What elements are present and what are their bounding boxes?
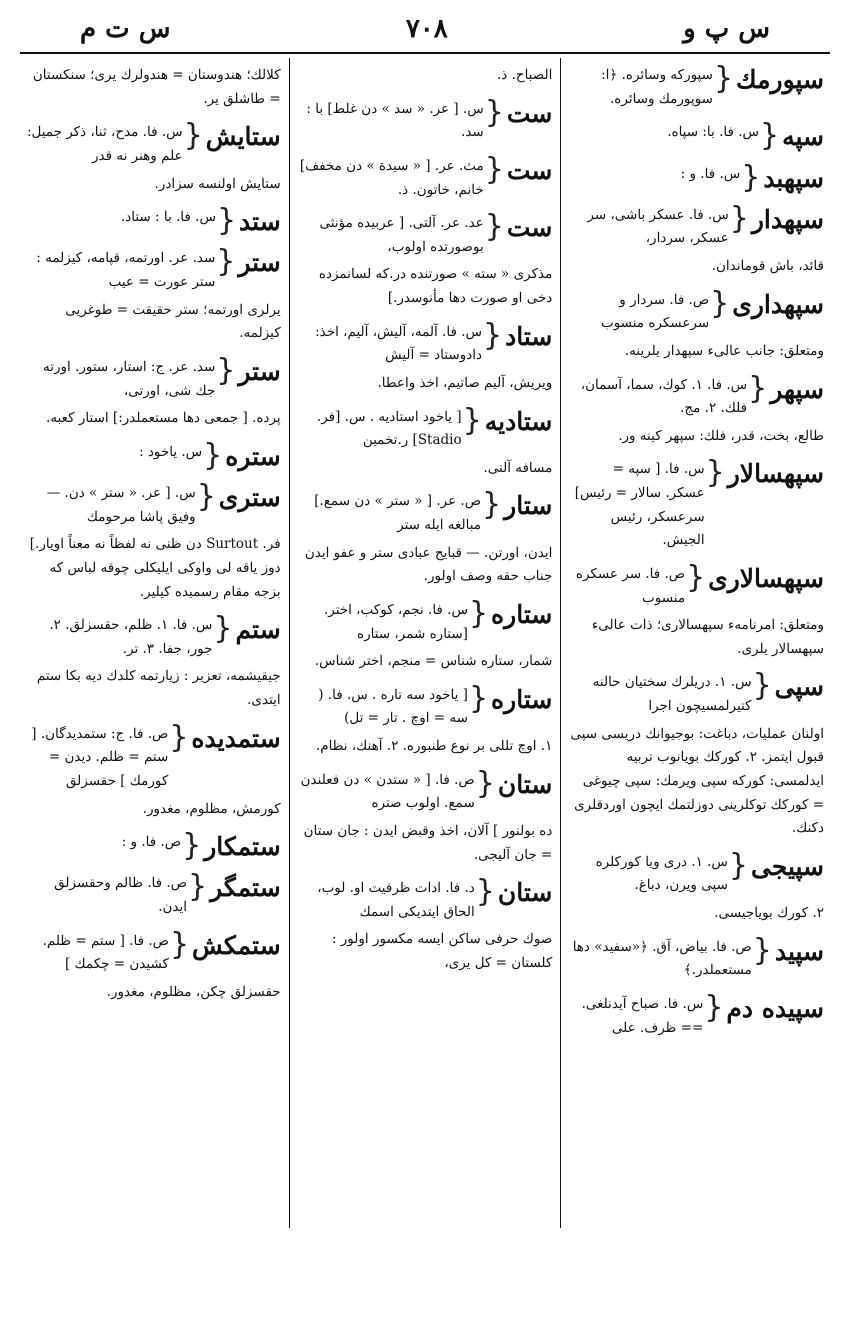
- definition-continuation: ٢. کورك بویاجیسی.: [714, 905, 824, 921]
- dictionary-entry: [569, 668, 824, 718]
- page-header: [20, 12, 830, 46]
- headword: ستر: [238, 356, 281, 386]
- definition-continuation: شمار، ستاره شناس = منجم، اختر شناس.: [314, 653, 553, 670]
- brace-mark: {: [196, 479, 216, 514]
- brace-mark: {: [216, 244, 236, 280]
- definition: س. فا. ١. کوك، سما، آسمان، فلك. ٢. مج.: [580, 376, 748, 417]
- brace-mark: {: [704, 989, 724, 1025]
- brace-mark: {: [705, 455, 725, 491]
- brace-mark: {: [713, 61, 734, 96]
- headword: ست: [506, 98, 553, 128]
- dictionary-entry: [26, 479, 281, 529]
- dictionary-entry: [26, 719, 281, 794]
- definition: [ یاخود سه تاره . س. فا. ( سه = اوچ . تار = تل): [318, 686, 468, 727]
- dictionary-entry: [26, 611, 281, 661]
- dictionary-entry: [569, 285, 824, 336]
- definition: ص. فا. ظالم وحقسزلق ایدن.: [54, 875, 188, 915]
- headword: ستاره: [491, 684, 553, 714]
- definition: ص. فا. و :: [121, 834, 182, 851]
- headword: ستایش: [205, 122, 281, 152]
- definition: ص. فا. [ « ستدن » دن فعلندن سمع. اولوب صتره: [300, 771, 475, 812]
- headword: ستد: [239, 207, 281, 237]
- headword: ستاره: [491, 599, 553, 629]
- definition: ص. عر. [ « ستر » دن سمع.] مبالغه ایله ستر: [314, 493, 482, 533]
- brace-mark: {: [484, 151, 504, 187]
- definition: ص. فا. بیاض، آق. ﴿«سفید» دها مستعملدر.﴾: [572, 938, 752, 979]
- brace-mark: {: [475, 765, 495, 801]
- brace-mark: {: [468, 680, 489, 716]
- headword: سپهسالار: [727, 459, 824, 489]
- headword: ستان: [497, 878, 553, 908]
- definition: س. [ عر. « ستر » دن. — وفیق پاشا مرحومك: [46, 485, 196, 525]
- definition: س. فا. با: سپاه.: [667, 124, 759, 141]
- headword: ست: [506, 155, 553, 185]
- brace-mark: {: [752, 668, 772, 704]
- definition: س. فا. ١. ظلم، حقسزلق. ٢. جور، جفا. ٣. تر.: [49, 617, 213, 657]
- definition: س. ١. دریلرك سختیان حالنه کتیرلمسیچون اجرا: [592, 674, 752, 714]
- header-rule: [20, 52, 830, 54]
- column-left: [18, 58, 290, 1228]
- definition: س. فا. [ سپه = عسکر. سالار = رئیس] سرعسکر، رئیس الجیش.: [574, 461, 705, 549]
- definition: س. فا. آلمه، آلیش، آلیم، اخذ: دادوستاد = آلیش: [315, 323, 482, 364]
- dictionary-entry: [298, 765, 553, 816]
- dictionary-entry: [569, 847, 824, 898]
- brace-mark: {: [760, 118, 780, 154]
- brace-mark: {: [752, 932, 772, 968]
- dictionary-entry: [298, 487, 553, 537]
- definition: س. فا. صباح آیدنلغی. == ظرف. علی: [581, 995, 704, 1036]
- definition-continuation: مسافه آلتی.: [483, 459, 553, 476]
- definition: س. فا. مدح، ثنا، ذکر جمیل: علم وهنر نه قدر: [26, 124, 183, 164]
- definition-continuation: یرلری اورتمه؛ ستر حقیقت = طوغریی کیزلمه.: [65, 301, 281, 342]
- dictionary-entry: [26, 869, 281, 919]
- brace-mark: {: [169, 926, 190, 962]
- headword: ستادیه: [484, 406, 553, 436]
- brace-mark: {: [482, 317, 503, 353]
- dictionary-entry: [26, 437, 281, 473]
- continued-text: الصباح. ذ.: [496, 67, 553, 83]
- dictionary-entry: [298, 209, 553, 259]
- definition-continuation: ومتعلق: جانب عالیء سپهدار یلرینه.: [624, 342, 824, 359]
- definition-continuation: ومتعلق: امرنامهء سپهسالاری؛ ذات عالیء سپهسالار یلری.: [591, 617, 824, 657]
- definition-continuation: کورمش، مظلوم، مغدور.: [142, 800, 281, 817]
- continued-text: کلالك؛ هندوستان = هندولرك یری؛ سنکستان = طاشلق یر.: [32, 67, 281, 107]
- headword: سپی: [774, 672, 824, 702]
- page-number: ٧٠٨: [405, 14, 448, 44]
- brace-mark: {: [741, 159, 761, 195]
- definition-continuation: ویریش، آلیم صاتیم، اخذ واعطا.: [377, 374, 553, 391]
- headword: سپه: [782, 122, 824, 152]
- brace-mark: {: [710, 285, 730, 321]
- definition: [ یاخود استادیه . س. [فر. Stadio] ر.تخمین: [316, 408, 462, 449]
- brace-mark: {: [182, 828, 202, 864]
- definition-continuation: ده بولنور ] آلان، اخذ وقبض ایدن : جان ستان = جان آلیجی.: [303, 822, 553, 863]
- dictionary-entry: [26, 828, 281, 864]
- definition: س. فا. و :: [680, 165, 741, 182]
- brace-mark: {: [729, 200, 749, 236]
- brace-mark: {: [475, 874, 495, 910]
- definition: سد. عر. اورتمه، قپامه، کیزلمه : ستر عورت = عیب: [36, 250, 216, 290]
- headword: ستر: [238, 248, 281, 278]
- dictionary-entry: [569, 989, 824, 1040]
- definition-continuation: صوك حرفی ساکن ایسه مکسور اولور : کلستان = کل یری،: [331, 931, 553, 971]
- definition: س. یاخود :: [139, 443, 203, 460]
- brace-mark: {: [216, 203, 237, 239]
- dictionary-entry: [298, 680, 553, 731]
- headword: ستری: [218, 483, 281, 512]
- definition-continuation: پرده. [ جمعی دها مستعملدر:] استار کعبه.: [46, 410, 281, 427]
- headword: سپهبد: [763, 163, 824, 193]
- dictionary-entry: [26, 352, 281, 403]
- headword: ستاد: [505, 321, 553, 351]
- headword: ستمدیده: [191, 723, 281, 753]
- definition-continuation: طالع، بخت، قدر، فلك: سپهر کینه ور.: [618, 427, 824, 444]
- brace-mark: {: [468, 595, 489, 631]
- dictionary-entry: [569, 932, 824, 983]
- definition-continuation: مذکری « سته » صورتنده در.که لسانمزده دخی او صورت دها مأنوسدر.]: [318, 266, 553, 306]
- headword: سپهداری: [732, 289, 824, 319]
- definition: ص. فا. سردار و سرعسکره منسوب: [601, 291, 710, 332]
- headword: سپهسالاری: [708, 563, 824, 593]
- brace-mark: {: [686, 559, 706, 595]
- headword: ستره: [225, 441, 281, 471]
- definition: مث. عر. [ « سیدة » دن مخفف] خانم، خاتون. ذ.: [299, 157, 484, 198]
- definition: سپورکه وسائره. ﴿ا: سوپورمك وسائره.: [601, 67, 713, 107]
- header-right-guide: س پ و: [683, 14, 770, 44]
- definition: عد. عر. آلتی. [ عربیده مؤنثی بوصورتده اولوب،: [319, 215, 484, 255]
- brace-mark: {: [213, 611, 233, 647]
- dictionary-entry: [569, 455, 824, 553]
- dictionary-entry: [26, 118, 281, 168]
- brace-mark: {: [183, 118, 203, 154]
- column-middle: [290, 58, 562, 1228]
- definition-continuation: قائد، باش قوماندان.: [711, 258, 824, 274]
- headword: سپهدار: [751, 204, 824, 234]
- brace-mark: {: [748, 370, 768, 406]
- definition-continuation: فر. Surtout دن ظنی نه لفظاً نه معناً اویار.] دوز یاقه لی واوکی ایلیکلی چوقه لباس که بزجه مقام رسمیده کیلیر.: [29, 536, 281, 600]
- dictionary-entry: [569, 61, 824, 111]
- definition: سد. عر. ج: استار، ستور. اورته جك شی، اورتی،: [42, 358, 216, 399]
- brace-mark: {: [484, 94, 504, 130]
- brace-mark: {: [484, 209, 504, 245]
- dictionary-entry: [298, 874, 553, 924]
- definition-continuation: حقسزلق چکن، مظلوم، مغدور.: [106, 983, 281, 1000]
- dictionary-entry: [298, 402, 553, 453]
- dictionary-entry: [569, 118, 824, 154]
- definition-continuation: ایدن، اورتن. — قبایح عبادی ستر و عفو ایدن جناب حقه وصف اولور.: [304, 544, 553, 585]
- dictionary-entry: [298, 151, 553, 202]
- headword: ستان: [497, 769, 553, 799]
- definition: ص. فا. [ ستم = ظلم. کشیدن = چکمك ]: [42, 932, 169, 973]
- brace-mark: {: [216, 352, 236, 388]
- dictionary-entry: [569, 370, 824, 421]
- headword: ستمکش: [192, 930, 281, 960]
- definition: س. [ عر. « سد » دن غلط] با : سد.: [306, 100, 484, 141]
- dictionary-entry: [569, 159, 824, 195]
- headword: ستم: [235, 615, 281, 645]
- brace-mark: {: [188, 869, 208, 905]
- dictionary-entry: [569, 200, 824, 251]
- headword: سپید: [774, 936, 824, 966]
- definition: س. فا. با : ستاد.: [120, 209, 216, 226]
- definition-continuation: جیقیشمه، تعزیر : زیارتمه کلدك دیه بکا ستم ایتدی.: [36, 668, 281, 708]
- dictionary-entry: [26, 926, 281, 977]
- headword: ستار: [504, 491, 553, 521]
- dictionary-columns: [18, 58, 832, 1228]
- brace-mark: {: [482, 487, 502, 523]
- definition: س. فا. نجم، کوکب، اختر. [ستاره شمر، ستاره: [323, 601, 468, 642]
- definition-continuation: اولنان عملیات، دباغت: بوجیوانك دریسی سپی قبول ایتمز. ٢. کورکك بویانوب تربیه ایدلمسی: کورکه سپی ویرمك: سپی چیوغی = کورکك توکلرینی دوزلتمك ایچون اوردقلری دکنك.: [570, 725, 824, 837]
- headword: سپورمك: [736, 65, 824, 94]
- brace-mark: {: [462, 402, 482, 438]
- headword: ستمگر: [210, 873, 281, 903]
- dictionary-entry: [569, 559, 824, 610]
- brace-mark: {: [203, 437, 223, 473]
- dictionary-entry: [298, 94, 553, 145]
- definition-continuation: ستایش اولنسه سزادر.: [154, 175, 281, 192]
- dictionary-entry: [26, 203, 281, 239]
- definition: س. ١. دری ویا کورکلره سپی ویرن، دباغ.: [595, 853, 728, 894]
- headword: سپهر: [770, 374, 824, 404]
- dictionary-entry: [298, 595, 553, 646]
- dictionary-entry: [26, 244, 281, 294]
- brace-mark: {: [728, 847, 748, 883]
- definition: د. فا. ادات ظرفیت او. لوب، الحاق ایتدیکی اسمك: [317, 880, 475, 920]
- dictionary-entry: [298, 317, 553, 368]
- headword: سپیده دم: [726, 993, 824, 1023]
- header-left-guide: س ت م: [80, 14, 171, 44]
- definition: ص. فا. سر عسکره منسوب: [575, 565, 686, 606]
- brace-mark: {: [169, 719, 189, 755]
- definition: ص. فا. ج: ستمدیدگان. [ ستم = ظلم. دیدن = کورمك ] حقسزلق: [31, 725, 169, 789]
- headword: سپیجی: [750, 851, 824, 881]
- headword: ستمکار: [204, 832, 281, 862]
- column-right: [561, 58, 832, 1228]
- headword: ست: [506, 213, 553, 243]
- definition: س. فا. عسکر باشی، سر عسکر، سردار،: [587, 206, 729, 247]
- definition-continuation: ١. اوچ تللی بر نوع طنبوره. ٢. آهنك، نظام.: [315, 738, 553, 754]
